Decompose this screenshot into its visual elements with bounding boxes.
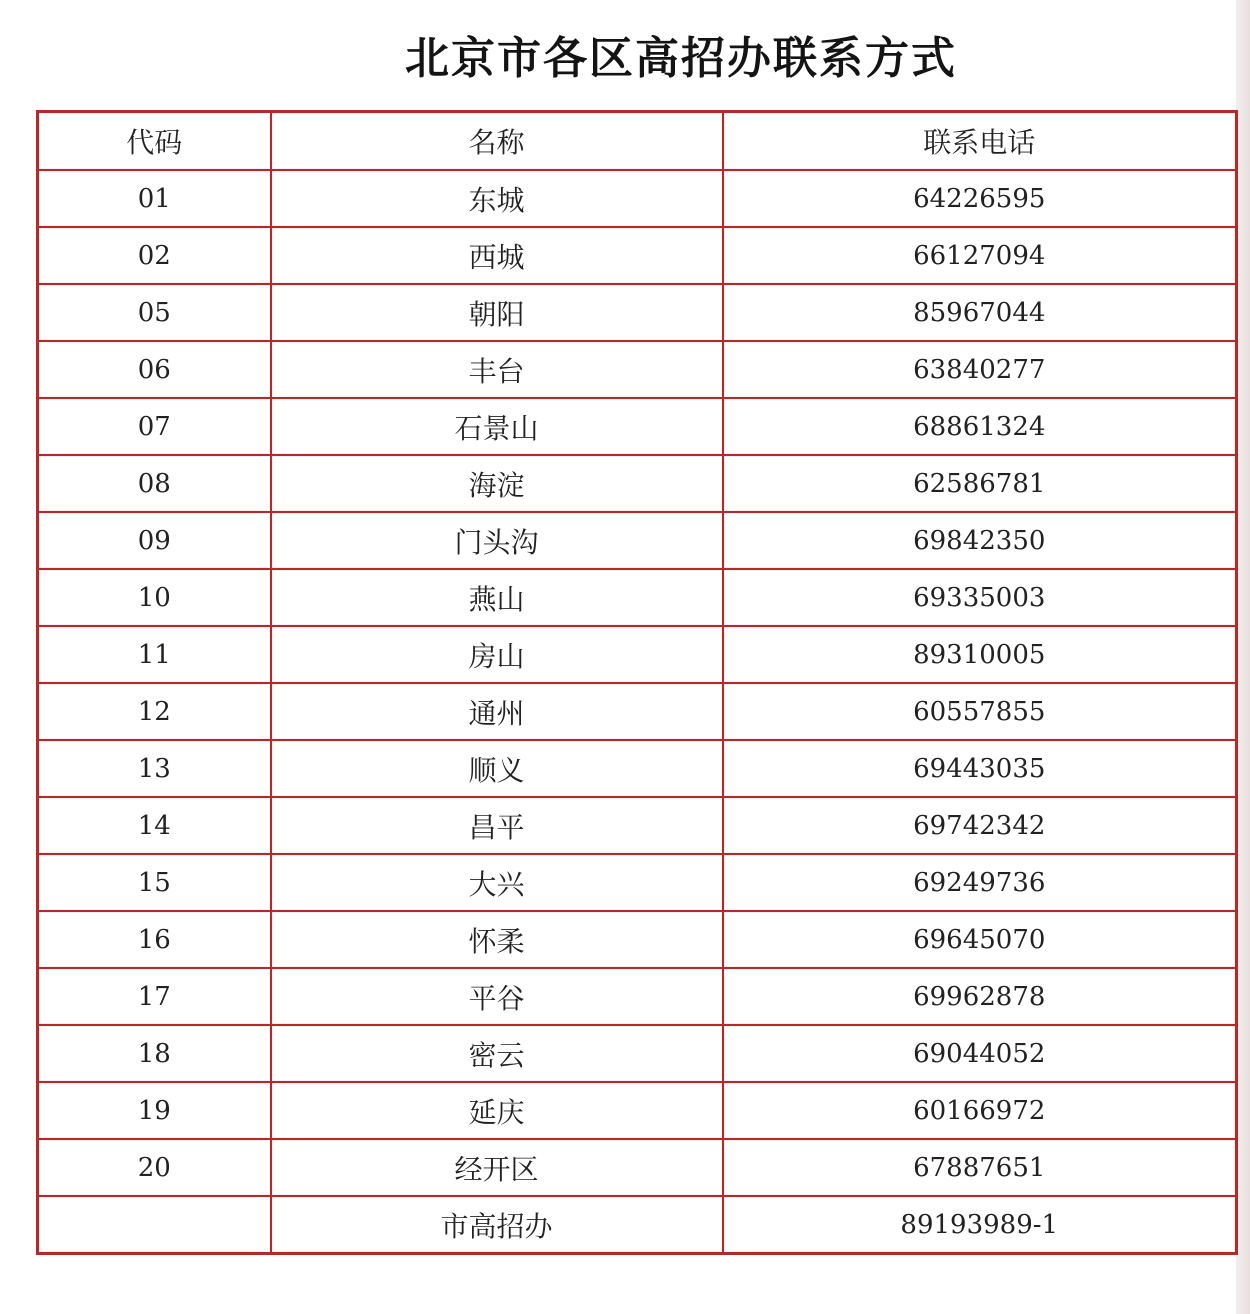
cell-code: 09	[38, 512, 271, 569]
cell-code: 06	[38, 341, 271, 398]
cell-phone: 60557855	[723, 683, 1237, 740]
table-row	[38, 968, 1237, 1025]
cell-phone: 69443035	[723, 740, 1237, 797]
cell-code: 07	[38, 398, 271, 455]
page-edge-shadow	[1236, 0, 1250, 1314]
cell-name: 延庆	[271, 1082, 723, 1139]
cell-phone: 66127094	[723, 227, 1237, 284]
table-header-row	[38, 112, 1237, 171]
cell-code: 02	[38, 227, 271, 284]
header-code: 代码	[38, 112, 271, 171]
cell-phone: 89310005	[723, 626, 1237, 683]
cell-phone: 63840277	[723, 341, 1237, 398]
contacts-table	[36, 110, 1238, 1255]
cell-name: 西城	[271, 227, 723, 284]
cell-code: 17	[38, 968, 271, 1025]
table-row	[38, 512, 1237, 569]
cell-name: 通州	[271, 683, 723, 740]
cell-phone: 64226595	[723, 170, 1237, 227]
cell-phone: 69335003	[723, 569, 1237, 626]
cell-code: 19	[38, 1082, 271, 1139]
cell-phone: 69044052	[723, 1025, 1237, 1082]
cell-phone: 69962878	[723, 968, 1237, 1025]
cell-phone: 85967044	[723, 284, 1237, 341]
cell-name: 丰台	[271, 341, 723, 398]
cell-code: 15	[38, 854, 271, 911]
table-row	[38, 1196, 1237, 1254]
page-title: 北京市各区高招办联系方式	[405, 33, 957, 84]
cell-code: 16	[38, 911, 271, 968]
cell-phone: 62586781	[723, 455, 1237, 512]
table-row	[38, 341, 1237, 398]
cell-phone: 89193989-1	[723, 1196, 1237, 1254]
cell-code: 08	[38, 455, 271, 512]
cell-name: 朝阳	[271, 284, 723, 341]
cell-code: 01	[38, 170, 271, 227]
cell-name: 怀柔	[271, 911, 723, 968]
header-name: 名称	[271, 112, 723, 171]
cell-phone: 68861324	[723, 398, 1237, 455]
cell-code: 14	[38, 797, 271, 854]
cell-name: 经开区	[271, 1139, 723, 1196]
table-row	[38, 455, 1237, 512]
cell-name: 房山	[271, 626, 723, 683]
cell-phone: 69645070	[723, 911, 1237, 968]
cell-code	[38, 1196, 271, 1254]
cell-name: 市高招办	[271, 1196, 723, 1254]
table-row	[38, 1139, 1237, 1196]
cell-code: 11	[38, 626, 271, 683]
cell-name: 石景山	[271, 398, 723, 455]
table-row	[38, 740, 1237, 797]
cell-name: 东城	[271, 170, 723, 227]
table-row	[38, 284, 1237, 341]
cell-phone: 67887651	[723, 1139, 1237, 1196]
cell-name: 昌平	[271, 797, 723, 854]
cell-name: 顺义	[271, 740, 723, 797]
table-row	[38, 797, 1237, 854]
cell-name: 密云	[271, 1025, 723, 1082]
cell-phone: 60166972	[723, 1082, 1237, 1139]
cell-name: 大兴	[271, 854, 723, 911]
table-row	[38, 569, 1237, 626]
cell-code: 20	[38, 1139, 271, 1196]
cell-code: 13	[38, 740, 271, 797]
cell-code: 12	[38, 683, 271, 740]
table-row	[38, 854, 1237, 911]
table-row	[38, 1082, 1237, 1139]
table-row	[38, 683, 1237, 740]
cell-name: 海淀	[271, 455, 723, 512]
cell-name: 门头沟	[271, 512, 723, 569]
cell-name: 平谷	[271, 968, 723, 1025]
table-row	[38, 626, 1237, 683]
cell-phone: 69249736	[723, 854, 1237, 911]
table-row	[38, 911, 1237, 968]
cell-code: 18	[38, 1025, 271, 1082]
table-row	[38, 1025, 1237, 1082]
cell-phone: 69742342	[723, 797, 1237, 854]
cell-name: 燕山	[271, 569, 723, 626]
header-phone: 联系电话	[723, 112, 1237, 171]
table-row	[38, 170, 1237, 227]
cell-code: 05	[38, 284, 271, 341]
table-row	[38, 398, 1237, 455]
table-row	[38, 227, 1237, 284]
cell-phone: 69842350	[723, 512, 1237, 569]
cell-code: 10	[38, 569, 271, 626]
